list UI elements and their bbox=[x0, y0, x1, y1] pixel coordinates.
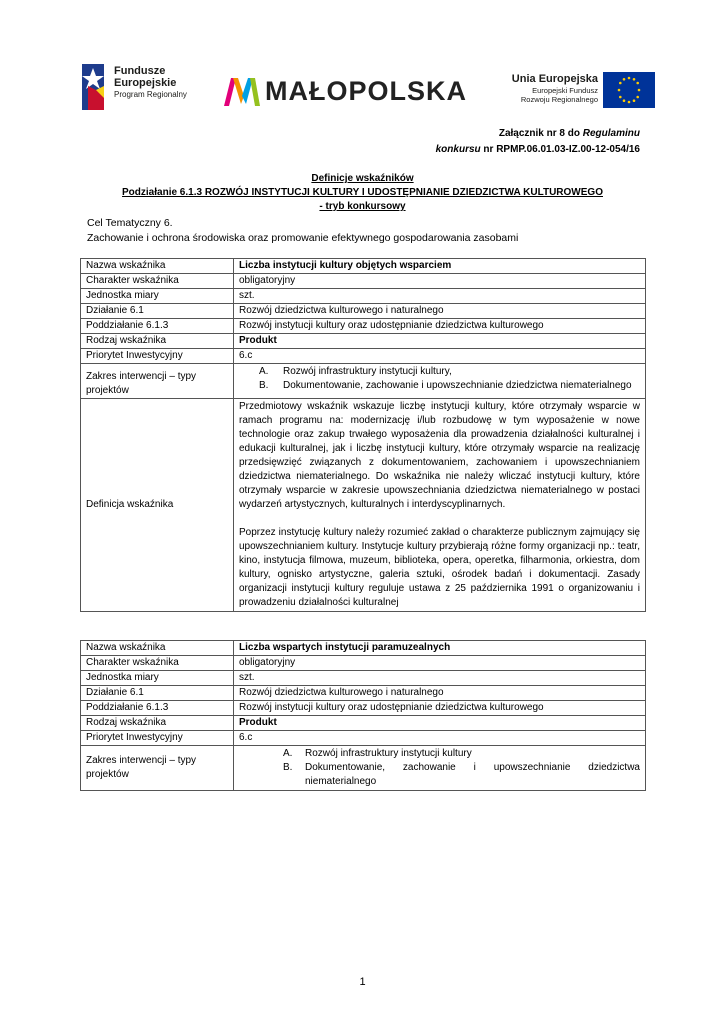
title-line1: Definicje wskaźników bbox=[311, 173, 414, 184]
row-label: Nazwa wskaźnika bbox=[81, 259, 234, 274]
row-value: Liczba wspartych instytucji paramuzealnych bbox=[234, 641, 646, 656]
row-value: szt. bbox=[234, 671, 646, 686]
list-letter: A. bbox=[283, 748, 293, 759]
table-row bbox=[81, 656, 646, 671]
table-row bbox=[81, 746, 646, 791]
row-value: 6.c bbox=[234, 349, 646, 364]
row-label: Poddziałanie 6.1.3 bbox=[81, 701, 234, 716]
fe-logo-line1: Fundusze bbox=[114, 65, 166, 77]
project-types-cell bbox=[234, 364, 646, 399]
list-item bbox=[239, 747, 640, 761]
page-number: 1 bbox=[359, 976, 366, 988]
definition-paragraph-2: Poprzez instytucję kultury należy rozumieć zakład o charakterze publicznym zajmujący się upowszechnianiem kultury. Instytucje kultury przybierają różne formy organizacji np.: teatr, kino, instytucja filmowa, muzeum, biblioteka, opera, operetka, filharmonia, orkiestra, dom kultury, ognisko artystyczne, galeria sztuki, ośrodek badań i dokumentacji. Zasady organizacji instytucji kultury reguluje ustawa z 25 października 1991 o organizowaniu i prowadzeniu działalności kulturalnej bbox=[239, 527, 640, 608]
malopolska-logo bbox=[222, 72, 472, 112]
list-item bbox=[239, 761, 640, 789]
ue-logo-line3: Rozwoju Regionalnego bbox=[520, 94, 598, 104]
list-item bbox=[239, 379, 640, 393]
row-label: Działanie 6.1 bbox=[81, 686, 234, 701]
row-label: Jednostka miary bbox=[81, 289, 234, 304]
list-letter: B. bbox=[259, 380, 269, 391]
row-label: Poddziałanie 6.1.3 bbox=[81, 319, 234, 334]
list-letter: A. bbox=[259, 366, 269, 377]
table-row bbox=[81, 274, 646, 289]
annex-line1-italic: Regulaminu bbox=[582, 128, 640, 139]
row-value: szt. bbox=[234, 289, 646, 304]
row-value: obligatoryjny bbox=[234, 274, 646, 289]
indicator-table-1 bbox=[80, 258, 646, 612]
table-row bbox=[81, 671, 646, 686]
table-row bbox=[81, 304, 646, 319]
row-value: Produkt bbox=[234, 716, 646, 731]
row-label: Jednostka miary bbox=[81, 671, 234, 686]
list-text: Dokumentowanie, zachowanie i upowszechnianie dziedzictwa niematerialnego bbox=[283, 380, 632, 391]
annex-line2-italic: konkursu bbox=[435, 144, 481, 155]
table-row bbox=[81, 364, 646, 399]
row-value: Produkt bbox=[234, 334, 646, 349]
row-label: Rodzaj wskaźnika bbox=[81, 334, 234, 349]
ue-logo-line1: Unia Europejska bbox=[511, 73, 598, 85]
fe-logo-line2: Europejskie bbox=[114, 77, 177, 89]
row-label: Priorytet Inwestycyjny bbox=[81, 731, 234, 746]
table-row bbox=[81, 289, 646, 304]
project-types-cell bbox=[234, 746, 646, 791]
list-letter: B. bbox=[283, 762, 293, 773]
malopolska-wordmark: MAŁOPOLSKA bbox=[265, 76, 467, 106]
row-label: Rodzaj wskaźnika bbox=[81, 716, 234, 731]
table-row bbox=[81, 686, 646, 701]
row-value: Rozwój dziedzictwa kulturowego i naturalnego bbox=[234, 686, 646, 701]
table-row bbox=[81, 319, 646, 334]
project-types-list bbox=[239, 747, 640, 789]
goal-line1: Cel Tematyczny 6. bbox=[87, 217, 173, 229]
row-label: Zakres interwencji – typy projektów bbox=[81, 746, 234, 791]
table-row bbox=[81, 641, 646, 656]
malopolska-m-icon bbox=[222, 74, 262, 108]
definition-cell bbox=[234, 399, 646, 612]
row-label: Zakres interwencji – typy projektów bbox=[81, 364, 234, 399]
list-text: Rozwój infrastruktury instytucji kultury bbox=[305, 748, 472, 759]
table-row bbox=[81, 399, 646, 612]
row-value: Liczba instytucji kultury objętych wsparciem bbox=[234, 259, 646, 274]
project-types-list bbox=[239, 365, 640, 393]
row-label: Charakter wskaźnika bbox=[81, 274, 234, 289]
indicator-table-2 bbox=[80, 640, 646, 791]
fe-logo-line3: Program Regionalny bbox=[114, 90, 187, 99]
table-row bbox=[81, 259, 646, 274]
table-row bbox=[81, 349, 646, 364]
row-value: Rozwój instytucji kultury oraz udostępnianie dziedzictwa kulturowego bbox=[234, 319, 646, 334]
row-label: Nazwa wskaźnika bbox=[81, 641, 234, 656]
fe-logo-icon bbox=[82, 64, 108, 110]
table-row bbox=[81, 716, 646, 731]
fundusze-europejskie-logo bbox=[82, 64, 202, 112]
annex-reference bbox=[436, 126, 640, 158]
table-row bbox=[81, 334, 646, 349]
row-label: Charakter wskaźnika bbox=[81, 656, 234, 671]
annex-line1-bold: Załącznik nr 8 do bbox=[498, 128, 583, 139]
list-text: Dokumentowanie, zachowanie i upowszechnianie dziedzictwa niematerialnego bbox=[305, 762, 640, 787]
definition-paragraph-1: Przedmiotowy wskaźnik wskazuje liczbę instytucji kultury, które otrzymały wsparcie w ramach programu na: modernizację i/lub rozbudowę w tym wyposażenie w nowe technologie oraz zakup trwałego wyposażenia dla prowadzenia działalności kulturalnej i edukacji kulturalnej, jak i liczbę instytucji kultury, które otrzymały wsparcie na realizację przedsięwzięć związanych z dokumentowaniem, zachowaniem i upowszechnianiem dziedzictwa niematerialnego. Do wskaźnika nie należy wliczać instytucji kultury, które otrzymały wsparcie w zakresie upowszechniania dziedzictwa niematerialnego w postaci wydarzeń artystycznych, kulturalnych i interdyscyplinarnych. bbox=[239, 401, 640, 510]
unia-europejska-logo bbox=[500, 72, 660, 112]
table-row bbox=[81, 731, 646, 746]
goal-line2: Zachowanie i ochrona środowiska oraz promowanie efektywnego gospodarowania zasobami bbox=[87, 232, 519, 244]
row-value: 6.c bbox=[234, 731, 646, 746]
row-value: obligatoryjny bbox=[234, 656, 646, 671]
thematic-goal bbox=[87, 216, 518, 246]
annex-line2-bold: nr RPMP.06.01.03-IZ.00-12-054/16 bbox=[480, 144, 640, 155]
list-item bbox=[239, 365, 640, 379]
table-row bbox=[81, 701, 646, 716]
eu-flag-icon bbox=[603, 72, 655, 108]
row-label: Działanie 6.1 bbox=[81, 304, 234, 319]
document-title bbox=[80, 172, 645, 214]
row-label: Definicja wskaźnika bbox=[81, 399, 234, 612]
list-text: Rozwój infrastruktury instytucji kultury, bbox=[283, 366, 452, 377]
row-value: Rozwój dziedzictwa kulturowego i naturalnego bbox=[234, 304, 646, 319]
ue-logo-line2: Europejski Fundusz bbox=[532, 86, 598, 95]
title-line3: - tryb konkursowy bbox=[319, 201, 406, 212]
row-label: Priorytet Inwestycyjny bbox=[81, 349, 234, 364]
title-line2: Podziałanie 6.1.3 ROZWÓJ INSTYTUCJI KULTURY I UDOSTĘPNIANIE DZIEDZICTWA KULTUROWEGO bbox=[122, 187, 603, 198]
row-value: Rozwój instytucji kultury oraz udostępnianie dziedzictwa kulturowego bbox=[234, 701, 646, 716]
